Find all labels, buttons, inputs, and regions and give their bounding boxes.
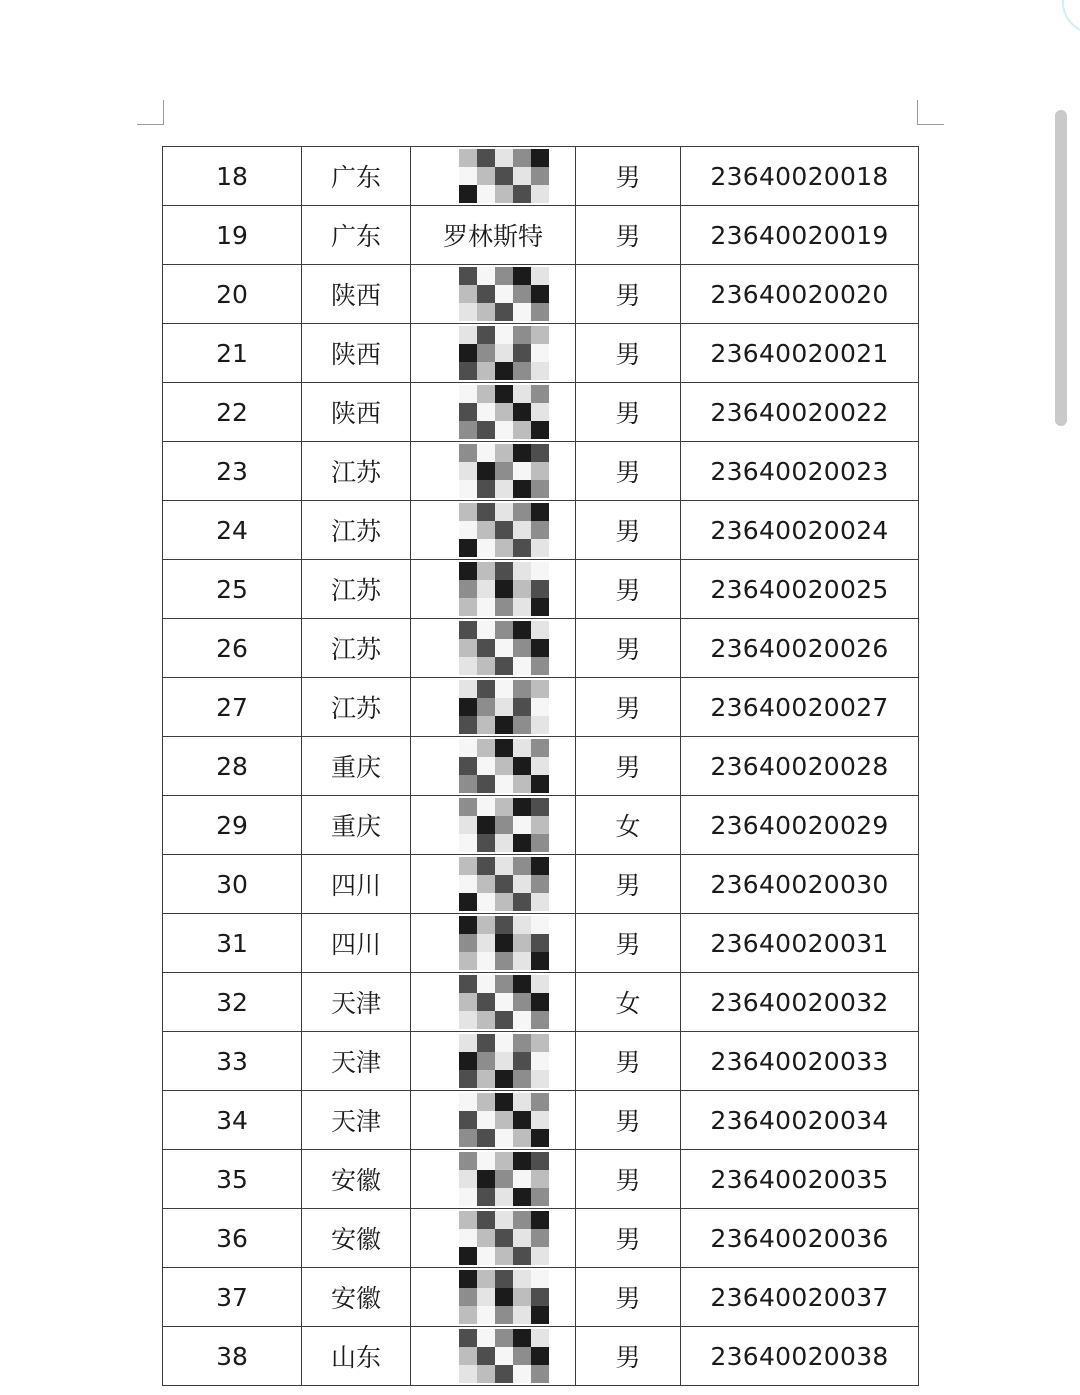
privacy-mosaic	[459, 857, 549, 911]
row-number: 32	[163, 973, 302, 1032]
table-row	[163, 855, 919, 914]
id-number-cell: 23640020034	[681, 1091, 919, 1150]
table-row	[163, 265, 919, 324]
region-cell: 江苏	[302, 619, 411, 678]
name-cell	[411, 147, 576, 206]
row-number: 33	[163, 1032, 302, 1091]
table-row	[163, 914, 919, 973]
region-cell: 广东	[302, 206, 411, 265]
id-number-cell: 23640020037	[681, 1268, 919, 1327]
row-number: 29	[163, 796, 302, 855]
table-row	[163, 501, 919, 560]
id-number-cell: 23640020019	[681, 206, 919, 265]
id-number-cell: 23640020024	[681, 501, 919, 560]
row-number: 20	[163, 265, 302, 324]
privacy-mosaic	[459, 1211, 549, 1265]
table-row	[163, 442, 919, 501]
privacy-mosaic	[459, 562, 549, 616]
id-number-cell: 23640020018	[681, 147, 919, 206]
row-number: 23	[163, 442, 302, 501]
table-row	[163, 1327, 919, 1386]
gender-cell: 女	[576, 796, 681, 855]
table-row	[163, 796, 919, 855]
id-number-cell: 23640020029	[681, 796, 919, 855]
row-number: 36	[163, 1209, 302, 1268]
id-number-cell: 23640020032	[681, 973, 919, 1032]
name-cell	[411, 737, 576, 796]
privacy-mosaic	[459, 798, 549, 852]
gender-cell: 男	[576, 737, 681, 796]
gender-cell: 男	[576, 206, 681, 265]
row-number: 38	[163, 1327, 302, 1386]
row-number: 34	[163, 1091, 302, 1150]
gender-cell: 男	[576, 442, 681, 501]
region-cell: 江苏	[302, 560, 411, 619]
name-cell	[411, 442, 576, 501]
privacy-mosaic	[459, 326, 549, 380]
table-row	[163, 1209, 919, 1268]
region-cell: 天津	[302, 1032, 411, 1091]
row-number: 24	[163, 501, 302, 560]
gender-cell: 男	[576, 324, 681, 383]
table-row	[163, 619, 919, 678]
table-row	[163, 383, 919, 442]
gender-cell: 男	[576, 619, 681, 678]
gender-cell: 男	[576, 147, 681, 206]
privacy-mosaic	[459, 444, 549, 498]
privacy-mosaic	[459, 385, 549, 439]
gender-cell: 男	[576, 1209, 681, 1268]
privacy-mosaic	[459, 1329, 549, 1383]
region-cell: 广东	[302, 147, 411, 206]
privacy-mosaic	[459, 1034, 549, 1088]
name-cell	[411, 1327, 576, 1386]
id-number-cell: 23640020038	[681, 1327, 919, 1386]
name-cell	[411, 1209, 576, 1268]
name-cell	[411, 855, 576, 914]
name-cell	[411, 619, 576, 678]
name-cell	[411, 796, 576, 855]
privacy-mosaic	[459, 739, 549, 793]
table-row	[163, 1032, 919, 1091]
table-row	[163, 678, 919, 737]
name-cell	[411, 206, 576, 265]
region-cell: 安徽	[302, 1209, 411, 1268]
id-number-cell: 23640020023	[681, 442, 919, 501]
gender-cell: 男	[576, 1150, 681, 1209]
gender-cell: 男	[576, 560, 681, 619]
id-number-cell: 23640020028	[681, 737, 919, 796]
id-number-cell: 23640020022	[681, 383, 919, 442]
gender-cell: 男	[576, 1268, 681, 1327]
vertical-scrollbar[interactable]	[1055, 110, 1067, 426]
name-cell	[411, 678, 576, 737]
table-body	[163, 147, 919, 1386]
region-cell: 江苏	[302, 678, 411, 737]
row-number: 26	[163, 619, 302, 678]
table-row	[163, 324, 919, 383]
privacy-mosaic	[459, 621, 549, 675]
name-cell	[411, 914, 576, 973]
name-cell	[411, 1150, 576, 1209]
gender-cell: 男	[576, 1327, 681, 1386]
gender-cell: 女	[576, 973, 681, 1032]
region-cell: 陕西	[302, 265, 411, 324]
id-number-cell: 23640020031	[681, 914, 919, 973]
id-number-cell: 23640020021	[681, 324, 919, 383]
privacy-mosaic	[459, 680, 549, 734]
row-number: 28	[163, 737, 302, 796]
page-corner-mark-right	[917, 100, 944, 125]
id-number-cell: 23640020025	[681, 560, 919, 619]
id-number-cell: 23640020036	[681, 1209, 919, 1268]
id-number-cell: 23640020030	[681, 855, 919, 914]
region-cell: 安徽	[302, 1150, 411, 1209]
table-row	[163, 1150, 919, 1209]
name-cell	[411, 1268, 576, 1327]
row-number: 30	[163, 855, 302, 914]
privacy-mosaic	[459, 1093, 549, 1147]
table-row	[163, 737, 919, 796]
id-number-cell: 23640020027	[681, 678, 919, 737]
gender-cell: 男	[576, 1032, 681, 1091]
region-cell: 天津	[302, 1091, 411, 1150]
row-number: 21	[163, 324, 302, 383]
privacy-mosaic	[459, 975, 549, 1029]
gender-cell: 男	[576, 1091, 681, 1150]
region-cell: 重庆	[302, 737, 411, 796]
id-number-cell: 23640020035	[681, 1150, 919, 1209]
table-row	[163, 206, 919, 265]
privacy-mosaic	[459, 503, 549, 557]
privacy-mosaic	[459, 1152, 549, 1206]
table-row	[163, 973, 919, 1032]
row-number: 31	[163, 914, 302, 973]
region-cell: 天津	[302, 973, 411, 1032]
gender-cell: 男	[576, 383, 681, 442]
table-row	[163, 1268, 919, 1327]
corner-decoration	[1062, 0, 1080, 34]
gender-cell: 男	[576, 914, 681, 973]
id-number-cell: 23640020020	[681, 265, 919, 324]
region-cell: 山东	[302, 1327, 411, 1386]
region-cell: 重庆	[302, 796, 411, 855]
region-cell: 江苏	[302, 442, 411, 501]
region-cell: 江苏	[302, 501, 411, 560]
name-cell	[411, 1091, 576, 1150]
row-number: 19	[163, 206, 302, 265]
name-cell	[411, 560, 576, 619]
name-text: 罗林斯特	[442, 222, 543, 251]
student-table	[162, 146, 919, 1386]
id-number-cell: 23640020026	[681, 619, 919, 678]
name-cell	[411, 973, 576, 1032]
gender-cell: 男	[576, 501, 681, 560]
row-number: 27	[163, 678, 302, 737]
region-cell: 四川	[302, 914, 411, 973]
table-row	[163, 147, 919, 206]
privacy-mosaic	[459, 1270, 549, 1324]
name-cell	[411, 1032, 576, 1091]
region-cell: 四川	[302, 855, 411, 914]
row-number: 18	[163, 147, 302, 206]
table-row	[163, 1091, 919, 1150]
row-number: 25	[163, 560, 302, 619]
privacy-mosaic	[459, 267, 549, 321]
privacy-mosaic	[459, 149, 549, 203]
table-row	[163, 560, 919, 619]
name-cell	[411, 324, 576, 383]
region-cell: 陕西	[302, 383, 411, 442]
gender-cell: 男	[576, 855, 681, 914]
region-cell: 陕西	[302, 324, 411, 383]
name-cell	[411, 265, 576, 324]
gender-cell: 男	[576, 678, 681, 737]
privacy-mosaic	[459, 916, 549, 970]
id-number-cell: 23640020033	[681, 1032, 919, 1091]
row-number: 37	[163, 1268, 302, 1327]
row-number: 35	[163, 1150, 302, 1209]
name-cell	[411, 501, 576, 560]
gender-cell: 男	[576, 265, 681, 324]
region-cell: 安徽	[302, 1268, 411, 1327]
name-cell	[411, 383, 576, 442]
row-number: 22	[163, 383, 302, 442]
page-corner-mark-left	[137, 100, 164, 125]
